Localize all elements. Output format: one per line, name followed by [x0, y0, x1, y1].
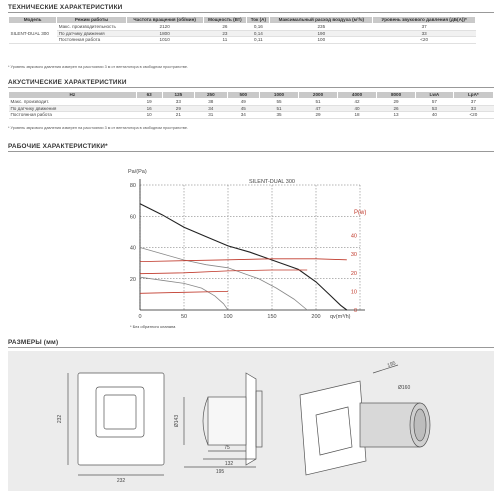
chart-footnote: * Без обратного клапана — [130, 324, 176, 329]
column-header: Мощность (Вт) — [203, 17, 247, 24]
table-cell: 37 — [373, 23, 476, 30]
column-header: 63 — [136, 92, 162, 99]
table-cell: Постоянная работа — [9, 112, 137, 119]
table-row — [9, 98, 494, 105]
table-cell: 23 — [203, 30, 247, 37]
y-tick-label: 20 — [129, 276, 136, 283]
table-cell: <20 — [453, 112, 493, 119]
table-cell: 34 — [227, 112, 259, 119]
y2-tick-label: 10 — [350, 289, 357, 296]
table-row — [9, 37, 476, 44]
table-cell: 0,14 — [247, 30, 270, 37]
column-header: Режим работы — [57, 17, 127, 24]
table-row — [9, 23, 476, 30]
side-view — [184, 373, 262, 467]
table-cell: 13 — [377, 112, 416, 119]
iso-view — [300, 365, 430, 475]
table-cell: 31 — [195, 112, 227, 119]
table-cell: 55 — [260, 98, 299, 105]
table-cell: 1800 — [126, 30, 203, 37]
table-header-row — [9, 92, 494, 99]
x-tick-label: 100 — [223, 314, 233, 320]
dim-label: 195 — [386, 360, 397, 369]
divider — [8, 347, 494, 348]
tech-table — [8, 16, 476, 44]
y2-axis-label: P(w) — [354, 210, 367, 216]
x-axis-label: qv(m³/h) — [330, 314, 351, 320]
table-cell: 51 — [299, 98, 338, 105]
table-cell: 35 — [260, 112, 299, 119]
column-header: LwA — [416, 92, 454, 99]
column-header: Уровень звукового давления (дБ(А))* — [373, 17, 476, 24]
tech-note: * Уровень звукового давления измерен на расстоянии 3 м от вентилятора в свободном пространстве. — [8, 65, 188, 69]
table-cell: 29 — [299, 112, 338, 119]
table-cell: Макс. производит. — [9, 98, 137, 105]
table-row — [9, 112, 494, 119]
x-tick-label: 0 — [138, 314, 142, 320]
dim-label: 232 — [57, 414, 63, 424]
table-cell: 29 — [162, 105, 194, 112]
column-header: Частота вращения (об/мин) — [126, 17, 203, 24]
section-title-performance: РАБОЧИЕ ХАРАКТЕРИСТИКИ* — [8, 143, 108, 150]
pressure-curve — [140, 204, 347, 310]
table-cell: Постоянная работа — [57, 37, 127, 44]
table-cell: 29 — [377, 98, 416, 105]
column-header: 8000 — [377, 92, 416, 99]
column-header: 1000 — [260, 92, 299, 99]
column-header: 500 — [227, 92, 259, 99]
table-row — [9, 30, 476, 37]
table-cell: 51 — [260, 105, 299, 112]
table-cell: 11 — [203, 37, 247, 44]
power-curve — [140, 270, 307, 274]
column-header: Ток (А) — [247, 17, 270, 24]
acoustic-table — [8, 91, 494, 119]
column-header: Hz — [9, 92, 137, 99]
power-curve — [140, 259, 347, 262]
performance-chart — [0, 155, 500, 335]
table-cell: 33 — [162, 98, 194, 105]
table-cell: 33 — [453, 105, 493, 112]
table-cell: По датчику движения — [57, 30, 127, 37]
model-cell: SILENT-DUAL 300 — [9, 23, 57, 44]
y-tick-label: 60 — [129, 214, 136, 221]
y-tick-label: 80 — [129, 183, 136, 189]
dim-label: Ø160 — [398, 385, 411, 391]
y2-tick-label: 30 — [350, 252, 357, 259]
column-header: 4000 — [338, 92, 377, 99]
y-tick-label: 40 — [129, 245, 136, 252]
y-axis-label: Pa/(Pa) — [128, 169, 147, 175]
table-cell: 16 — [136, 105, 162, 112]
table-cell: 57 — [416, 98, 454, 105]
table-cell: 0,11 — [247, 37, 270, 44]
table-cell: 45 — [227, 105, 259, 112]
dimensions-panel — [8, 351, 494, 491]
table-cell: 37 — [453, 98, 493, 105]
y2-tick-label: 0 — [353, 308, 357, 314]
column-header: Модель — [9, 17, 57, 24]
dim-label: 132 — [224, 461, 234, 467]
table-cell: 33 — [373, 30, 476, 37]
dimensions-drawing — [8, 351, 494, 491]
dim-label: 232 — [116, 478, 126, 484]
column-header: 250 — [195, 92, 227, 99]
table-cell: <20 — [373, 37, 476, 44]
x-tick-label: 50 — [180, 314, 188, 320]
x-tick-label: 200 — [311, 314, 321, 320]
table-row — [9, 105, 494, 112]
y2-tick-label: 40 — [350, 233, 357, 240]
table-cell: 100 — [270, 37, 373, 44]
divider — [8, 12, 494, 13]
table-cell: 235 — [270, 23, 373, 30]
table-cell: 40 — [416, 112, 454, 119]
table-cell: 53 — [416, 105, 454, 112]
table-cell: 26 — [377, 105, 416, 112]
table-cell: 0,16 — [247, 23, 270, 30]
column-header: 125 — [162, 92, 194, 99]
table-cell: 26 — [203, 23, 247, 30]
table-cell: 49 — [227, 98, 259, 105]
x-tick-label: 150 — [267, 314, 277, 320]
table-cell: 47 — [299, 105, 338, 112]
table-cell: 10 — [136, 112, 162, 119]
dim-label: 195 — [215, 469, 225, 475]
dim-label: 75 — [224, 445, 230, 451]
table-cell: 2120 — [126, 23, 203, 30]
divider — [8, 151, 494, 152]
table-cell: 18 — [338, 112, 377, 119]
y2-tick-label: 20 — [350, 270, 357, 277]
section-title-acoustic: АКУСТИЧЕСКИЕ ХАРАКТЕРИСТИКИ — [8, 79, 127, 86]
table-header-row — [9, 17, 476, 24]
table-cell: 38 — [195, 98, 227, 105]
table-cell: 190 — [270, 30, 373, 37]
front-view — [68, 373, 164, 475]
section-title-tech: ТЕХНИЧЕСКИЕ ХАРАКТЕРИСТИКИ — [8, 4, 123, 11]
table-cell: 34 — [195, 105, 227, 112]
table-cell: 21 — [162, 112, 194, 119]
divider — [8, 87, 494, 88]
table-cell: 1010 — [126, 37, 203, 44]
table-cell: 42 — [338, 98, 377, 105]
acoustic-note: * Уровень звукового давления измерен на расстоянии 3 м от вентилятора в свободном пространстве. — [8, 126, 188, 130]
table-cell: 40 — [338, 105, 377, 112]
column-header: LpA* — [453, 92, 493, 99]
table-cell: По датчику движения — [9, 105, 137, 112]
column-header: Максимальный расход воздуха (м³/ч) — [270, 17, 373, 24]
table-cell: 19 — [136, 98, 162, 105]
dim-label: Ø143 — [174, 414, 180, 428]
table-cell: Макс. производительность — [57, 23, 127, 30]
column-header: 2000 — [299, 92, 338, 99]
section-title-dimensions: РАЗМЕРЫ (мм) — [8, 339, 59, 346]
chart-title: SILENT-DUAL 300 — [249, 179, 295, 185]
